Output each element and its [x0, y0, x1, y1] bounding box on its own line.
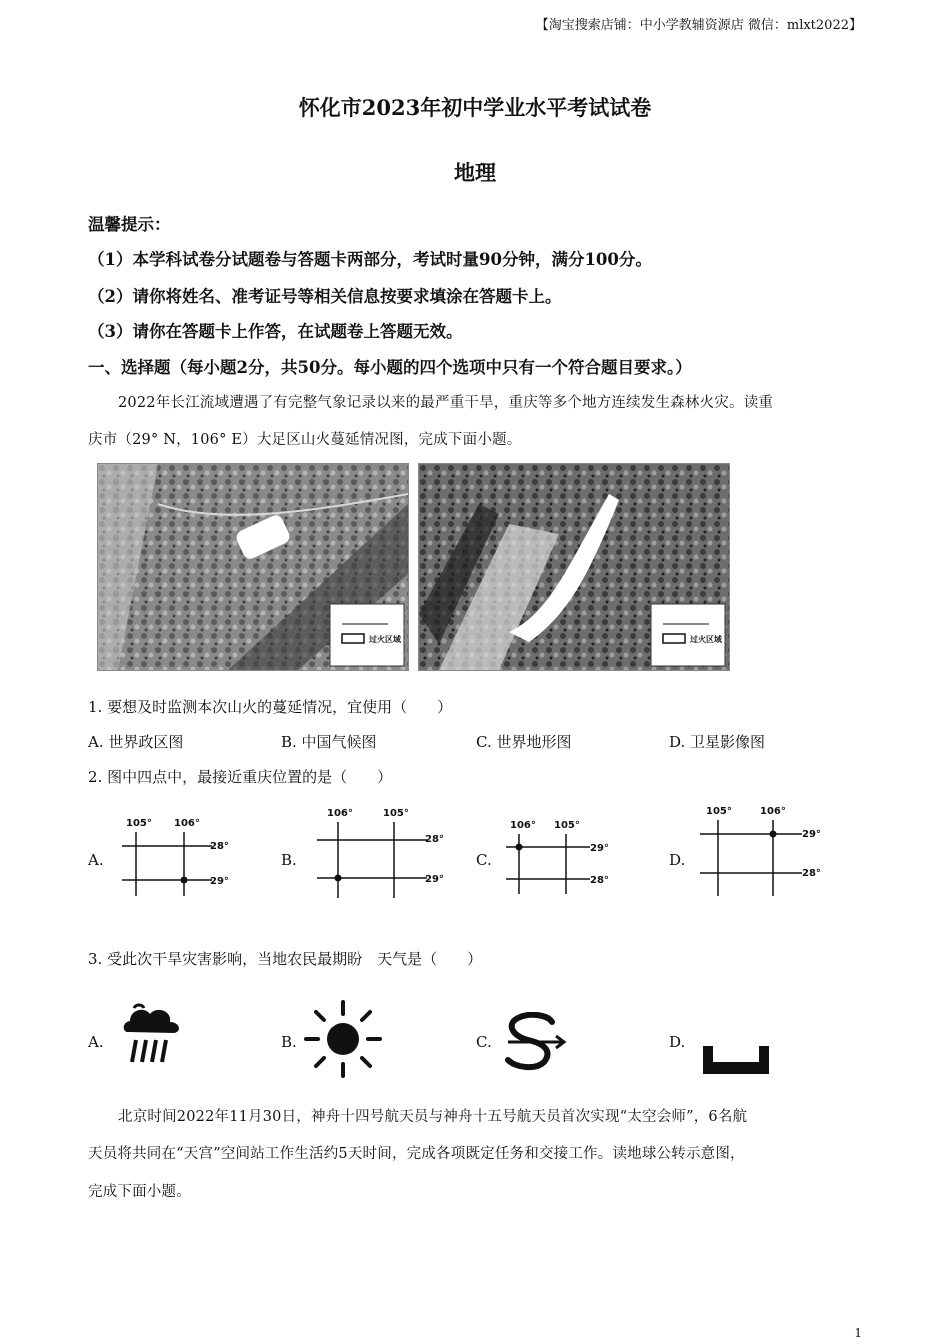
- intro-line: 2022年长江流域遭遇了有完整气象记录以来的最严重干旱，重庆等多个地方连续发生森林火灾。读重: [118, 395, 774, 411]
- q1-option-a[interactable]: A. 世界政区图: [88, 733, 184, 751]
- lon-label: 106°: [510, 820, 536, 831]
- q1-option-d[interactable]: D. 卫星影像图: [669, 733, 766, 751]
- location-point: [181, 877, 188, 884]
- tip-item: （1）本学科试卷分试题卷与答题卡两部分，考试时量90分钟，满分100分。: [88, 250, 652, 269]
- q2-option-d-label[interactable]: D.: [669, 851, 686, 869]
- subject-title: 地理: [454, 160, 496, 185]
- lon-label: 106°: [174, 818, 200, 829]
- rain-icon[interactable]: [120, 1002, 184, 1072]
- location-point: [516, 844, 523, 851]
- q2-option-b-label[interactable]: B.: [281, 851, 297, 869]
- lon-label: 105°: [126, 818, 152, 829]
- q1-option-b[interactable]: B. 中国气候图: [281, 733, 377, 751]
- location-point: [770, 831, 777, 838]
- lat-label: 28°: [425, 834, 444, 845]
- tip-item: （2）请你将姓名、准考证号等相关信息按要求填涂在答题卡上。: [88, 287, 562, 306]
- satellite-image-after: [418, 463, 730, 671]
- page-number: 1: [854, 1326, 862, 1340]
- drought-icon[interactable]: [703, 1046, 769, 1078]
- lat-label: 29°: [425, 874, 444, 885]
- sun-icon[interactable]: [304, 1000, 382, 1082]
- page-header-note: 【淘宝搜索店铺：中小学教辅资源店 微信：mlxt2022】: [535, 18, 862, 33]
- q1-option-c[interactable]: C. 世界地形图: [476, 733, 572, 751]
- question-3-stem: 3. 受此次干旱灾害影响，当地农民最期盼 天气是（ ）: [88, 950, 483, 968]
- q2-option-a-label[interactable]: A.: [88, 851, 104, 869]
- section-heading: 一、选择题（每小题2分，共50分。每小题的四个选项中只有一个符合题目要求。）: [88, 358, 692, 377]
- lon-label: 105°: [383, 808, 409, 819]
- intro-line: 北京时间2022年11月30日，神舟十四号航天员与神舟十五号航天员首次实现“太空会师”，6名航: [118, 1109, 748, 1125]
- intro-line: 庆市（29° N，106° E）大足区山火蔓延情况图，完成下面小题。: [88, 432, 522, 448]
- legend-label: 过火区域: [690, 635, 722, 644]
- intro-line: 天员将共同在“天宫”空间站工作生活约5天时间，完成各项既定任务和交接工作。读地球公转示意图，: [88, 1146, 745, 1162]
- exam-title: 怀化市2023年初中学业水平考试试卷: [298, 95, 652, 120]
- tip-item: （3）请你在答题卡上作答，在试题卷上答题无效。: [88, 322, 463, 341]
- lat-label: 28°: [210, 841, 229, 852]
- satellite-image-before: [97, 463, 409, 671]
- q3-option-b-label[interactable]: B.: [281, 1033, 297, 1051]
- q2-grid-c[interactable]: [496, 814, 626, 908]
- lon-label: 105°: [554, 820, 580, 831]
- lat-label: 29°: [590, 843, 609, 854]
- q3-option-d-label[interactable]: D.: [669, 1033, 686, 1051]
- lon-label: 106°: [760, 806, 786, 817]
- q3-option-c-label[interactable]: C.: [476, 1033, 492, 1051]
- legend-label: 过火区域: [369, 635, 401, 644]
- question-2-stem: 2. 图中四点中，最接近重庆位置的是（ ）: [88, 768, 393, 786]
- lon-label: 106°: [327, 808, 353, 819]
- location-point: [335, 875, 342, 882]
- question-1-stem: 1. 要想及时监测本次山火的蔓延情况，宜使用（ ）: [88, 698, 453, 716]
- q2-grid-b[interactable]: [305, 802, 465, 906]
- tips-heading: 温馨提示：: [88, 215, 171, 234]
- q2-grid-d[interactable]: [692, 800, 842, 904]
- q2-option-c-label[interactable]: C.: [476, 851, 492, 869]
- lat-label: 29°: [802, 829, 821, 840]
- sandstorm-icon[interactable]: [500, 1012, 572, 1076]
- lat-label: 29°: [210, 876, 229, 887]
- lon-label: 105°: [706, 806, 732, 817]
- q3-option-a-label[interactable]: A.: [88, 1033, 104, 1051]
- lat-label: 28°: [802, 868, 821, 879]
- q2-grid-a[interactable]: [112, 812, 242, 906]
- lat-label: 28°: [590, 875, 609, 886]
- intro-line: 完成下面小题。: [88, 1184, 191, 1200]
